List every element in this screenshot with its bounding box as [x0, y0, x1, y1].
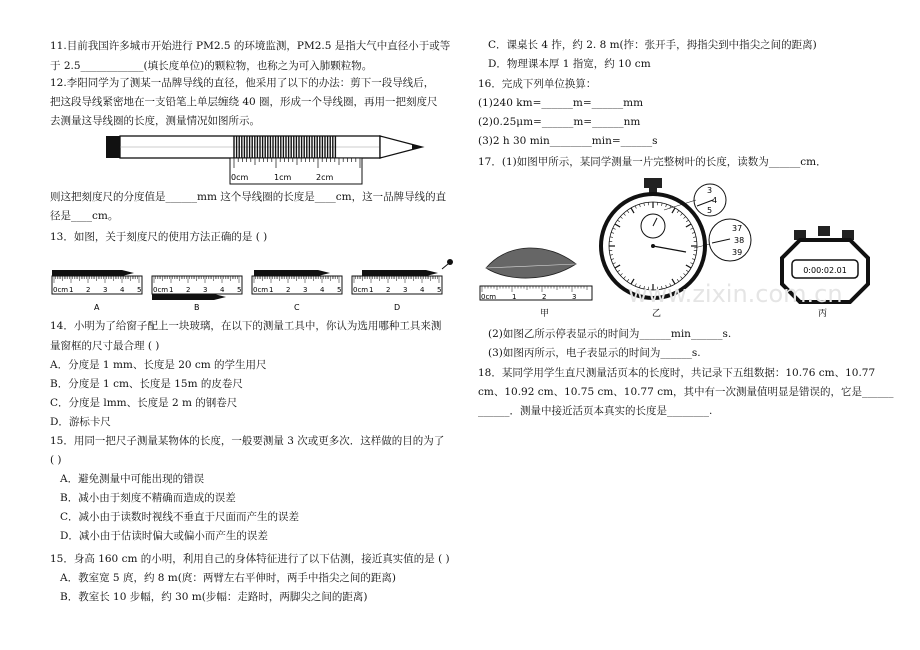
- option-b-label: B: [194, 303, 200, 312]
- q18-line2: cm、10.92 cm、10.75 cm、10.77 cm，其中有一次测量值明显是错误的，它是______: [478, 386, 894, 398]
- ruler-label-1: 1cm: [274, 173, 292, 182]
- ruler-tick-label: 5: [237, 286, 242, 294]
- question-18: [478, 364, 894, 421]
- pencil-ruler-figure: [104, 132, 444, 188]
- q15b-option-d: D．物理课本厚 1 指宽，约 10 cm: [488, 58, 651, 70]
- question-14: [50, 317, 441, 432]
- question-15b: [50, 550, 450, 607]
- ruler-tick-label: 0cm: [153, 286, 169, 294]
- q17-stem: 17．(1)如图甲所示，某同学测量一片完整树叶的长度，读数为______cm．: [478, 156, 827, 168]
- question-12: [50, 74, 438, 131]
- question-17: [478, 153, 827, 172]
- fig-jia-label: 甲: [540, 309, 550, 319]
- q12-line4: 则这把刻度尺的分度值是______mm 这个导线圈的长度是____cm，这一品牌导线的直: [50, 191, 447, 203]
- q15b-option-b: B．教室长 10 步幅，约 30 m(步幅：走路时，两脚尖之间的距离): [60, 591, 368, 603]
- question-11: [50, 37, 450, 76]
- q15a-option-c: C．减小由于读数时视线不垂直于尺面而产生的误差: [60, 511, 300, 523]
- fig-yi-label: 乙: [652, 309, 662, 319]
- button-center: [818, 226, 830, 236]
- dial-small-4: 4: [712, 196, 718, 205]
- ruler-body: [230, 158, 362, 184]
- dial-small-3: 3: [707, 186, 713, 195]
- stopwatch-crown: [644, 178, 662, 188]
- leaf-ruler-0: 0cm: [481, 293, 497, 301]
- q14-line2: 量窗框的尺寸最合理 ( ): [50, 340, 160, 352]
- ruler-tick-label: 3: [403, 286, 408, 294]
- ruler-tick-label: 4: [220, 286, 225, 294]
- question-13: [50, 228, 267, 247]
- dial-small-5: 5: [707, 206, 713, 215]
- ruler-tick-label: 3: [303, 286, 308, 294]
- leaf-figure: [480, 248, 592, 319]
- q15a-option-d: D．减小由于估读时偏大或偏小而产生的误差: [60, 530, 268, 542]
- ruler-label-2: 2cm: [316, 173, 334, 182]
- question-17-tail: [478, 325, 731, 363]
- ruler-tick-label: 4: [420, 286, 425, 294]
- ruler-tick-label: 4: [120, 286, 125, 294]
- ruler-tick-label: 1: [269, 286, 274, 294]
- q14-option-a: A．分度是 1 mm、长度是 20 cm 的学生用尺: [50, 359, 267, 371]
- ruler-tick-label: 2: [86, 286, 91, 294]
- q14-line1: 14．小明为了给窗子配上一块玻璃，在以下的测量工具中，你认为选用哪种工具来测: [50, 320, 442, 332]
- q15b-stem: 15．身高 160 cm 的小明，利用自己的身体特征进行了以下估测，接近真实值的是 ( ): [50, 553, 450, 565]
- question-12-tail: [50, 188, 446, 226]
- q11-line1: 11.目前我国许多城市开始进行 PM2.5 的环境监测，PM2.5 是指大气中直径小于或等: [50, 40, 451, 52]
- leaf-ruler-3: 3: [572, 293, 577, 301]
- ruler-tick-label: 1: [69, 286, 74, 294]
- question-15b-cont: [478, 36, 817, 74]
- ruler-tick-label: 5: [337, 286, 342, 294]
- ruler-tick-label: 0cm: [353, 286, 369, 294]
- ruler-tick-label: 4: [320, 286, 325, 294]
- q17-line2: (2)如图乙所示停表显示的时间为______min______s.: [488, 328, 732, 340]
- q14-option-d: D．游标卡尺: [50, 416, 111, 428]
- ruler-option-a: [52, 270, 142, 294]
- ruler-tick-label: 1: [369, 286, 374, 294]
- q15a-line1: 15．用同一把尺子测量某物体的长度，一般要测量 3 次或更多次．这样做的目的为了: [50, 435, 445, 447]
- q11-line2: 于 2.5____________(填长度单位)的颗粒物，也称之为可入肺颗粒物。: [50, 60, 373, 72]
- q15b-option-c: C．课桌长 4 拃，约 2. 8 m(拃：张开手，拇指尖到中指尖之间的距离): [488, 39, 817, 51]
- ruler-options-figure: [50, 256, 460, 314]
- q12-line2: 把这段导线紧密地在一支铅笔上单层缠绕 40 圈，形成一个导线圈，再用一把刻度尺: [50, 96, 438, 108]
- q13-stem: 13．如图，关于刻度尺的使用方法正确的是 ( ): [50, 231, 268, 243]
- q12-line3: 去测量这导线圈的长度，测量情况如图所示。: [50, 115, 260, 127]
- magnified-second-scale: [709, 219, 751, 261]
- lcd-time: 0:00:02.01: [803, 266, 847, 275]
- q16-line1: (1)240 km=______m=______mm: [478, 97, 644, 109]
- dial-big-39: 39: [732, 248, 743, 257]
- q16-line2: (2)0.25μm=______m=______nm: [478, 116, 641, 128]
- q14-option-b: B．分度是 1 cm、长度是 15m 的皮卷尺: [50, 378, 243, 390]
- ruler-tick-label: 2: [186, 286, 191, 294]
- q15a-line2: ( ): [50, 454, 62, 466]
- q15a-option-b: B．减小由于刻度不精确而造成的误差: [60, 492, 236, 504]
- ruler-tick-label: 5: [437, 286, 442, 294]
- ruler-tick-label: 1: [169, 286, 174, 294]
- ruler-tick-label: 5: [137, 286, 142, 294]
- q14-option-c: C．分度是 lmm、长度是 2 m 的钢卷尺: [50, 397, 238, 409]
- leaf-ruler-2: 2: [542, 293, 547, 301]
- q12-line5: 径是____cm。: [50, 210, 119, 222]
- question-16: [478, 75, 658, 151]
- watermark: www.zixin.com.cn: [628, 280, 843, 308]
- fig-bing-label: 丙: [818, 309, 828, 319]
- option-d-label: D: [394, 303, 401, 312]
- leaf-ruler-1: 1: [512, 293, 517, 301]
- question-15a: [50, 432, 444, 546]
- q17-line3: (3)如图丙所示，电子表显示的时间为______s.: [488, 347, 701, 359]
- leaf-icon: [486, 248, 576, 278]
- ruler-label-0: 0cm: [231, 173, 249, 182]
- ruler-option-b: [152, 276, 242, 300]
- ruler-tick-label: 0cm: [253, 286, 269, 294]
- dial-big-38: 38: [734, 236, 745, 245]
- q16-line3: (3)2 h 30 min________min=______s: [478, 135, 658, 147]
- ruler-option-c: [252, 270, 342, 294]
- pencil-eraser: [106, 136, 120, 158]
- ruler-tick-label: 3: [103, 286, 108, 294]
- q17-figures: [478, 176, 888, 326]
- option-c-label: C: [294, 303, 300, 312]
- dial-big-37: 37: [732, 224, 743, 233]
- option-a-label: A: [94, 303, 100, 312]
- q16-stem: 16．完成下列单位换算：: [478, 78, 597, 90]
- ruler-tick-label: 2: [386, 286, 391, 294]
- q15a-option-a: A．避免测量中可能出现的错误: [60, 473, 205, 485]
- ruler-option-d: [352, 259, 453, 294]
- q18-line3: ______．测量中接近活页本真实的长度是________.: [478, 405, 713, 417]
- q15b-option-a: A．教室宽 5 庹，约 8 m(庹：两臂左右平伸时，两手中指尖之间的距离): [60, 572, 396, 584]
- q12-line1: 12.李阳同学为了测某一品牌导线的直径，他采用了以下的办法：剪下一段导线后，: [50, 77, 435, 89]
- ruler-tick-label: 0cm: [53, 286, 69, 294]
- ruler-tick-label: 3: [203, 286, 208, 294]
- ruler-tick-label: 2: [286, 286, 291, 294]
- q18-line1: 18．某同学用学生直尺测量活页本的长度时，共记录下五组数据：10.76 cm、10.77: [478, 367, 876, 379]
